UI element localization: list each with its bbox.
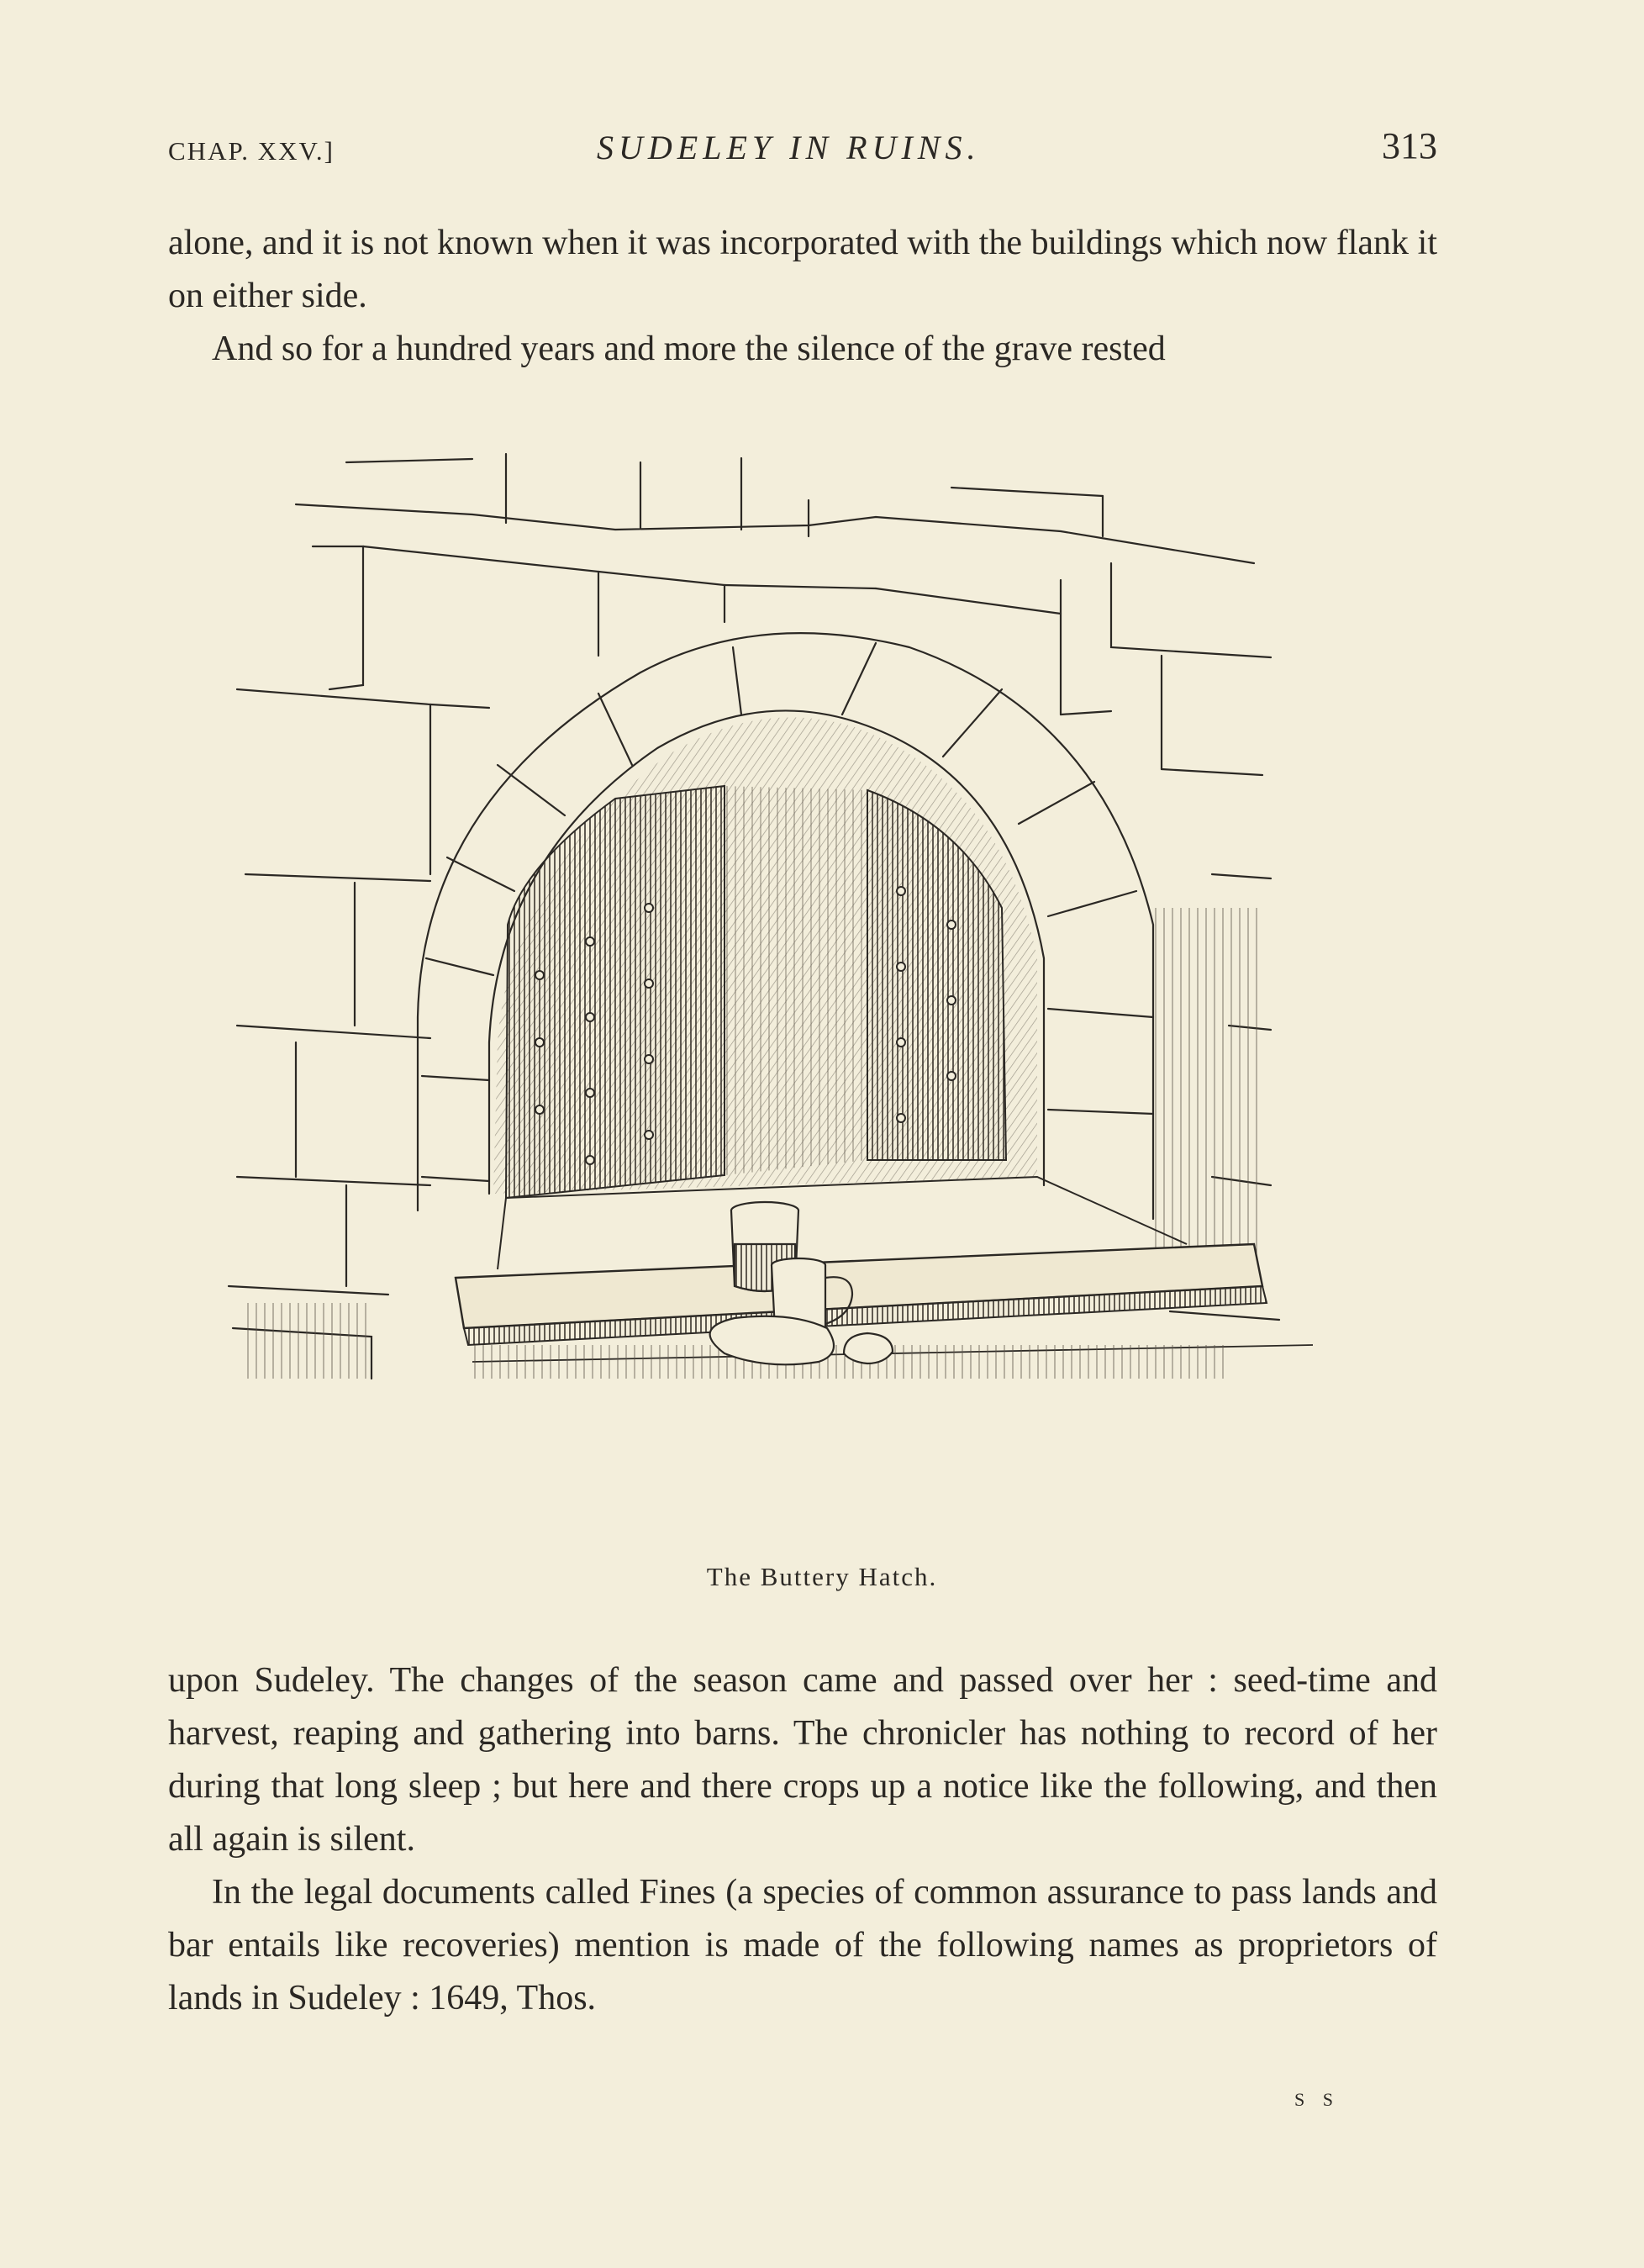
running-title: SUDELEY IN RUINS. <box>597 129 981 166</box>
figure-caption: The Buttery Hatch. <box>706 1562 938 1591</box>
paragraph: In the legal documents called Fines (a species of common assurance to pass lands and bar entails like recoveries) mention is made of the following names as proprietors of lands in Sudeley : 1649, Thos. <box>168 1873 1437 2017</box>
running-head <box>168 124 1437 175</box>
signature-mark: S S <box>1294 2089 1340 2110</box>
top-text-block <box>168 217 1437 376</box>
buttery-hatch-illustration <box>220 437 1380 1538</box>
paragraph: And so for a hundred years and more the silence of the grave rested <box>212 330 1166 368</box>
page-number: 313 <box>1382 125 1437 166</box>
paragraph: upon Sudeley. The changes of the season came and passed over her : seed-time and harvest, reaping and gathering into barns. The chronicler has nothing to record of her during that long sleep ; but here and there crops up a notice like the following, and then all again is silent. <box>168 1661 1437 1859</box>
chapter-label: CHAP. XXV.] <box>168 136 335 166</box>
bottom-text-block <box>168 1654 1437 2025</box>
paragraph: alone, and it is not known when it was incorporated with the buildings which now flank it on either side. <box>168 224 1437 315</box>
